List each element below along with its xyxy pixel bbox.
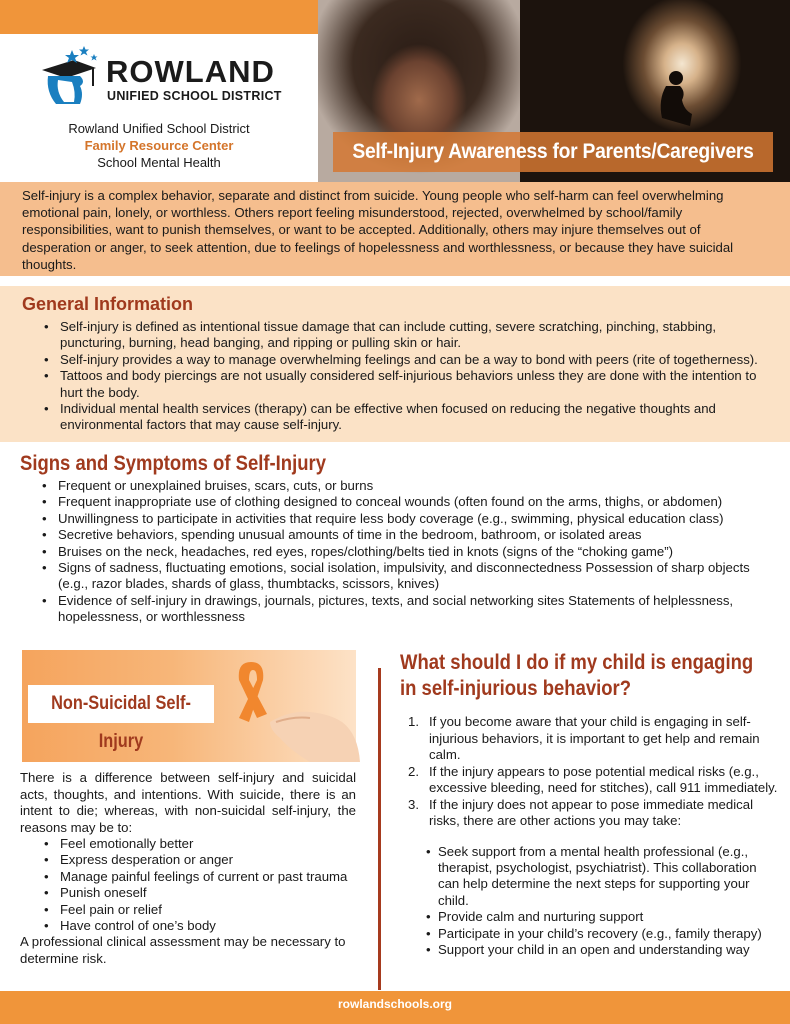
step-number: 2. bbox=[408, 763, 419, 779]
list-item: • Have control of one’s body bbox=[20, 918, 356, 934]
list-item: • Seek support from a mental health professional (e.g., therapist, psychologist, psychiatrist). This collaboration can help determine the next steps for supporting your child. bbox=[400, 844, 780, 910]
list-item: • Feel pain or relief bbox=[20, 902, 356, 918]
general-information-list bbox=[22, 319, 768, 434]
step-number: 3. bbox=[408, 796, 419, 812]
action-heading: What should I do if my child is engaging in self-injurious behavior? bbox=[400, 651, 754, 700]
step-text: If the injury appears to pose potential medical risks (e.g., excessive bleeding, need for stitches), call 911 immediately. bbox=[429, 763, 778, 795]
list-item: • Frequent or unexplained bruises, scars, cuts, or burns bbox=[20, 478, 768, 494]
header bbox=[0, 0, 790, 182]
list-item: • Punish oneself bbox=[20, 885, 356, 901]
header-branding bbox=[0, 0, 318, 182]
list-item: • Participate in your child’s recovery (e.g., family therapy) bbox=[400, 926, 780, 942]
list-item: • Express desperation or anger bbox=[20, 852, 356, 868]
list-item: • Provide calm and nurturing support bbox=[400, 909, 780, 925]
list-item: • Feel emotionally better bbox=[20, 836, 356, 852]
org-name: Rowland Unified School District bbox=[68, 121, 250, 136]
list-item: • Evidence of self-injury in drawings, journals, pictures, texts, and social networking sites Statements of helplessness, hopelessness, or worthlessness bbox=[20, 593, 768, 626]
graduate-head-icon bbox=[34, 46, 104, 108]
list-item: • Signs of sadness, fluctuating emotions, social isolation, impulsivity, and disconnectedness Possession of sharp objects (e.g., razor blades, shards of glass, thumbtacks, scissors, knives) bbox=[20, 560, 768, 593]
action-steps-list bbox=[400, 714, 780, 830]
org-department: Family Resource Center bbox=[84, 138, 234, 153]
list-item bbox=[408, 714, 780, 764]
document-title: Self-Injury Awareness for Parents/Caregivers bbox=[352, 140, 754, 163]
nssi-section bbox=[20, 770, 356, 967]
list-item: • Bruises on the neck, headaches, red eyes, ropes/clothing/belts tied in knots (signs of the “choking game”) bbox=[20, 544, 768, 560]
list-item: • Unwillingness to participate in activities that require less body coverage (e.g., swimming, physical education class) bbox=[20, 511, 768, 527]
list-item: • Frequent inappropriate use of clothing designed to conceal wounds (often found on the arms, thighs, or abdomen) bbox=[20, 494, 768, 510]
list-item: • Secretive behaviors, spending unusual amounts of time in the bedroom, bathroom, or isolated areas bbox=[20, 527, 768, 543]
list-item: • Individual mental health services (therapy) can be effective when focused on reducing the negative thoughts and environmental factors that may cause self-injury. bbox=[22, 401, 768, 434]
list-item: • Self-injury provides a way to manage overwhelming feelings and can be a way to bond with peers (rite of togetherness). bbox=[22, 352, 768, 368]
list-item: • Self-injury is defined as intentional tissue damage that can include cutting, severe scratching, pinching, stabbing, puncturing, burning, head banging, and ripping or pulling skin or hair. bbox=[22, 319, 768, 352]
signs-list bbox=[20, 478, 768, 626]
sitting-figure-icon bbox=[650, 70, 696, 130]
nssi-banner-image bbox=[22, 650, 356, 762]
org-program: School Mental Health bbox=[97, 155, 221, 170]
step-text: If the injury does not appear to pose immediate medical risks, there are other actions you may take: bbox=[429, 796, 754, 828]
logo-subtitle: UNIFIED SCHOOL DISTRICT bbox=[107, 89, 282, 103]
district-logo bbox=[34, 46, 294, 108]
intro-paragraph: Self-injury is a complex behavior, separate and distinct from suicide. Young people who self-harm can feel overwhelming emotional pain, lonely, or worthless. Others report feeling misunderstood, rejected, overwhelmed by school/family responsibilities, want to punish themselves, or want to be accepted. Additionally, others may injure themselves out of desperation or anger, to seek attention, due to feelings of hopelessness and worthlessness, or because they have suicidal thoughts. bbox=[0, 182, 790, 276]
column-divider bbox=[378, 668, 381, 990]
top-accent-stripe bbox=[0, 0, 318, 34]
organization-info bbox=[0, 120, 318, 171]
awareness-ribbon-icon bbox=[227, 658, 275, 738]
nssi-reasons-list bbox=[20, 836, 356, 934]
signs-section bbox=[0, 448, 790, 626]
nssi-closing: A professional clinical assessment may be necessary to determine risk. bbox=[20, 934, 346, 966]
logo-wordmark: ROWLAND bbox=[106, 54, 275, 89]
action-options-list bbox=[400, 844, 780, 959]
list-item: • Tattoos and body piercings are not usually considered self-injurious behaviors unless they are done with the intention to hurt the body. bbox=[22, 368, 768, 401]
nssi-label: Non-Suicidal Self-Injury bbox=[51, 693, 191, 752]
list-item bbox=[408, 764, 780, 797]
step-number: 1. bbox=[408, 714, 419, 729]
footer bbox=[0, 991, 790, 1024]
list-item: • Manage painful feelings of current or past trauma bbox=[20, 869, 356, 885]
hand-icon bbox=[270, 682, 360, 762]
general-information-heading: General Information bbox=[22, 294, 194, 314]
general-information-section bbox=[0, 286, 790, 442]
list-item: • Support your child in an open and understanding way bbox=[400, 942, 780, 958]
nssi-label-box bbox=[28, 685, 214, 752]
action-section bbox=[400, 650, 780, 958]
footer-website-link[interactable]: rowlandschools.org bbox=[337, 997, 452, 1011]
list-item bbox=[408, 797, 780, 830]
step-text: If you become aware that your child is engaging in self-injurious behaviors, it is important to get help and remain calm. bbox=[429, 714, 760, 762]
signs-heading: Signs and Symptoms of Self-Injury bbox=[20, 452, 326, 475]
nssi-intro: There is a difference between self-injury and suicidal acts, thoughts, and intentions. With suicide, there is an intent to die; whereas, with non-suicidal self-injury, the reasons may be to: bbox=[20, 770, 356, 835]
document-title-banner bbox=[333, 132, 773, 172]
